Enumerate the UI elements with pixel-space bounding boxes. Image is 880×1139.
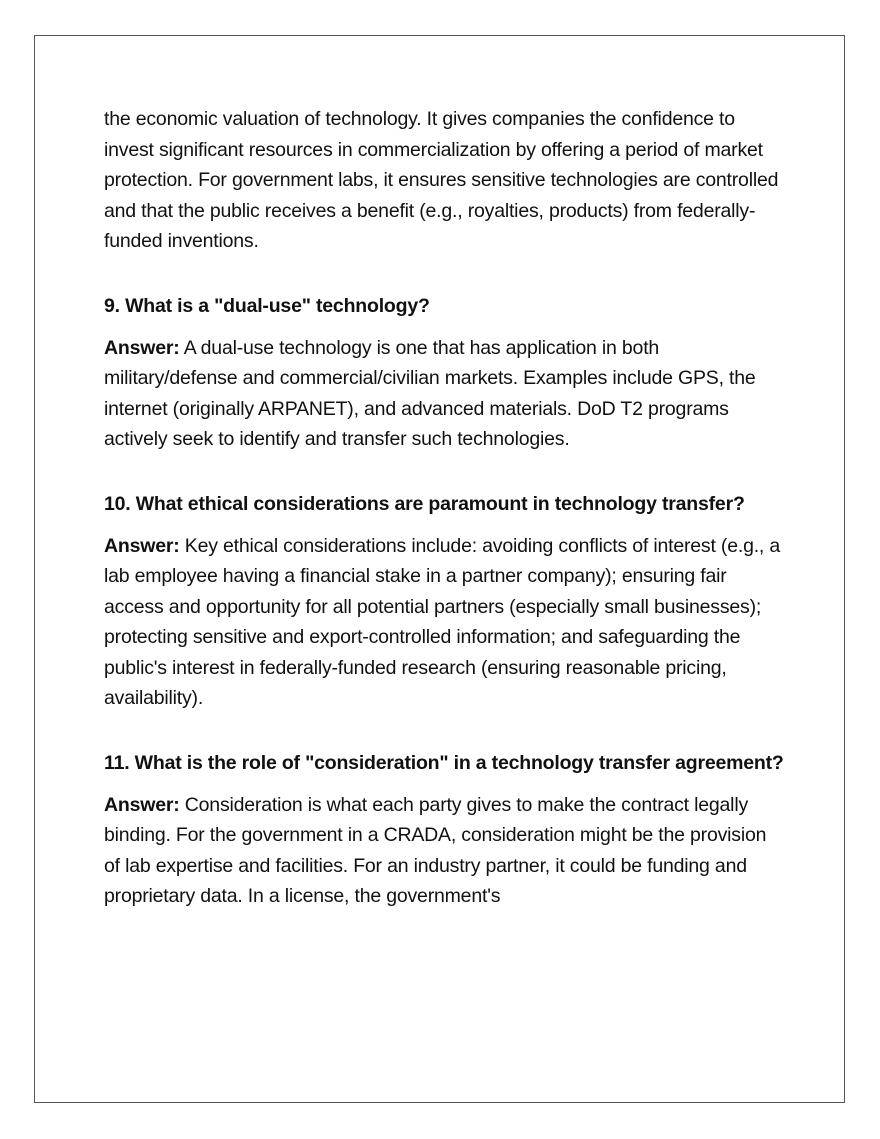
answer-label: Answer: [104, 336, 180, 359]
answer-paragraph [104, 333, 784, 455]
answer-paragraph [104, 531, 784, 714]
qa-item-10 [104, 488, 784, 714]
question-heading: 11. What is the role of "consideration" in a technology transfer agreement? [104, 751, 784, 774]
answer-paragraph [104, 790, 784, 912]
continued-paragraph: the economic valuation of technology. It gives companies the confidence to invest significant resources in commercialization by offering a period of market protection. For government labs, it ensures sensitive technologies are controlled and that the public receives a benefit (e.g., royalties, products) from federally-funded inventions. [104, 108, 779, 252]
answer-label: Answer: [104, 534, 180, 557]
question-heading: 10. What ethical considerations are paramount in technology transfer? [104, 492, 745, 515]
qa-item-11 [104, 747, 784, 912]
answer-label: Answer: [104, 793, 180, 816]
qa-item-9 [104, 290, 784, 455]
document-body [104, 104, 784, 945]
answer-text: Key ethical considerations include: avoiding conflicts of interest (e.g., a lab employee having a financial stake in a partner company); ensuring fair access and opportunity for all potential partners (especially small businesses); protecting sensitive and export-controlled information; and safeguarding the public's interest in federally-funded research (ensuring reasonable pricing, availability). [104, 534, 781, 709]
answer-text: Consideration is what each party gives to make the contract legally binding. For the government in a CRADA, consideration might be the provision of lab expertise and facilities. For an industry partner, it could be funding and proprietary data. In a license, the government's [104, 793, 767, 907]
answer-text: A dual-use technology is one that has application in both military/defense and commercial/civilian markets. Examples include GPS, the internet (originally ARPANET), and advanced materials. DoD T2 programs actively seek to identify and transfer such technologies. [104, 336, 756, 450]
question-heading: 9. What is a "dual-use" technology? [104, 294, 430, 317]
